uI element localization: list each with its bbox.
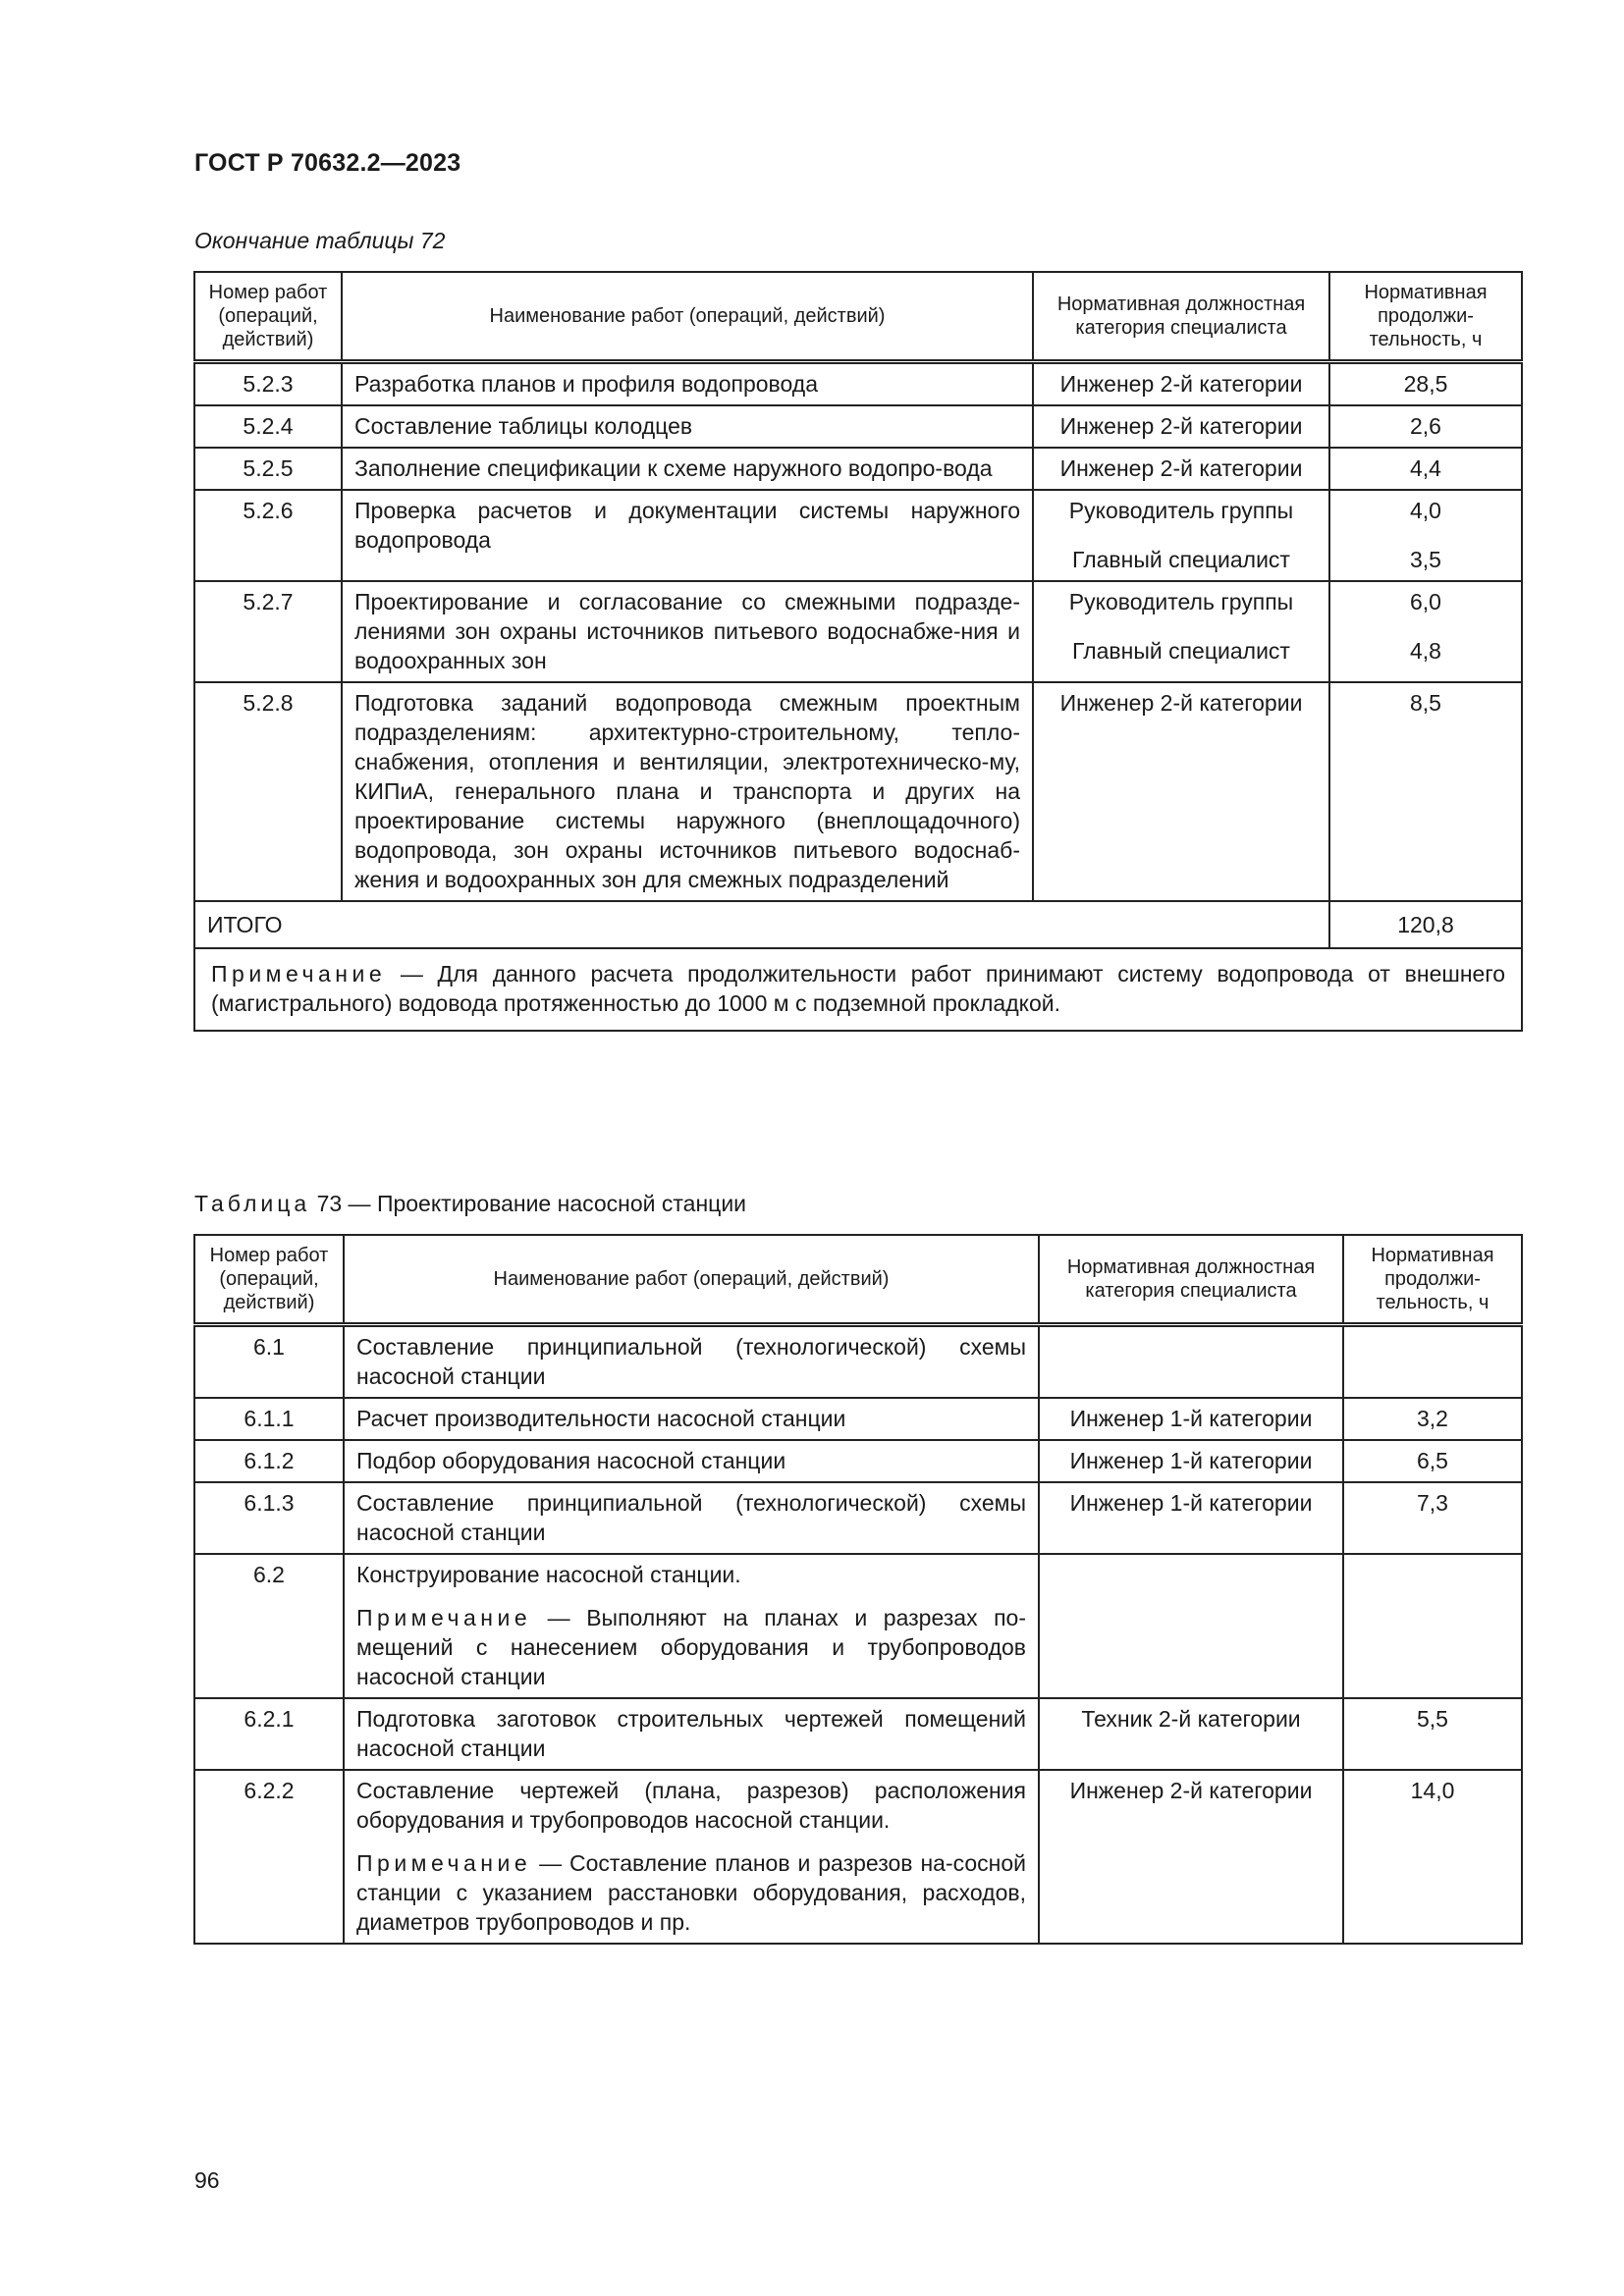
page-number: 96: [194, 2167, 220, 2193]
row-name: Составление принципиальной (технологической) схемы насосной станции: [344, 1482, 1039, 1554]
row-duration-primary: 4,0: [1410, 498, 1441, 523]
table-72: [193, 271, 1523, 1032]
row-number: 6.2.2: [194, 1770, 344, 1944]
row-number: 6.2: [194, 1554, 344, 1698]
row-number: 6.2.1: [194, 1698, 344, 1770]
row-duration-secondary: 4,8: [1410, 638, 1441, 664]
column-header-name: Наименование работ (операций, действий): [342, 272, 1033, 362]
note-label: Примечание: [211, 961, 387, 987]
row-category: [1039, 1325, 1343, 1399]
table-row: [194, 1554, 1522, 1698]
row-name: Подбор оборудования насосной станции: [344, 1440, 1039, 1482]
row-name: Составление таблицы колодцев: [342, 405, 1033, 448]
row-category: [1033, 581, 1329, 682]
row-category: Инженер 2-й категории: [1033, 682, 1329, 901]
table-row: [194, 362, 1522, 406]
total-row: [194, 901, 1522, 948]
row-category: Инженер 2-й категории: [1033, 362, 1329, 406]
row-name: Проверка расчетов и документации системы наружного водопровода: [342, 490, 1033, 581]
column-header-number: Номер работ (операций, действий): [194, 272, 342, 362]
table-73-caption-title: 73 — Проектирование насосной станции: [310, 1191, 747, 1216]
note-text: — Выполняют на планах и разрезах по-мещений с нанесением оборудования и трубопроводов насосной станции: [356, 1605, 1026, 1689]
row-category-primary: Руководитель группы: [1068, 589, 1294, 614]
row-category: Техник 2-й категории: [1039, 1698, 1343, 1770]
table-header-row: [194, 1235, 1522, 1325]
row-category: Инженер 1-й категории: [1039, 1440, 1343, 1482]
row-category: [1033, 490, 1329, 581]
row-number: 5.2.4: [194, 405, 342, 448]
table-row: [194, 1398, 1522, 1440]
table-row: [194, 682, 1522, 901]
row-name: Составление принципиальной (технологической) схемы насосной станции: [344, 1325, 1039, 1399]
row-category: Инженер 2-й категории: [1033, 405, 1329, 448]
total-value: 120,8: [1329, 901, 1522, 948]
column-header-duration: Нормативная продолжи-тельность, ч: [1329, 272, 1522, 362]
row-number: 5.2.7: [194, 581, 342, 682]
table-73-caption-word: Таблица: [194, 1191, 311, 1216]
table-header-row: [194, 272, 1522, 362]
table-73-caption: [194, 1191, 746, 1217]
row-category-secondary: Главный специалист: [1072, 547, 1290, 572]
note-label: Примечание: [356, 1605, 532, 1630]
table-row: [194, 405, 1522, 448]
row-duration: [1329, 581, 1522, 682]
row-duration: 4,4: [1329, 448, 1522, 490]
note-text: — Составление планов и разрезов на-сосной станции с указанием расстановки оборудования, расходов, диаметров трубопроводов и пр.: [356, 1850, 1026, 1935]
note-row: [194, 948, 1522, 1031]
row-number: 6.1.2: [194, 1440, 344, 1482]
row-name: [344, 1770, 1039, 1944]
column-header-name: Наименование работ (операций, действий): [344, 1235, 1039, 1325]
row-duration: 28,5: [1329, 362, 1522, 406]
row-category: Инженер 2-й категории: [1039, 1770, 1343, 1944]
total-label: ИТОГО: [194, 901, 1329, 948]
column-header-category: Нормативная должностная категория специалиста: [1039, 1235, 1343, 1325]
row-category: Инженер 2-й категории: [1033, 448, 1329, 490]
document-code: ГОСТ Р 70632.2—2023: [194, 149, 461, 177]
row-duration: [1329, 490, 1522, 581]
row-category-primary: Руководитель группы: [1068, 498, 1294, 523]
row-number: 6.1: [194, 1325, 344, 1399]
table-row: [194, 1770, 1522, 1944]
row-number: 5.2.8: [194, 682, 342, 901]
row-duration-primary: 6,0: [1410, 589, 1441, 614]
row-duration: [1343, 1554, 1522, 1698]
row-name: Подготовка заготовок строительных чертежей помещений насосной станции: [344, 1698, 1039, 1770]
row-number: 5.2.3: [194, 362, 342, 406]
row-name-text: Составление чертежей (плана, разрезов) расположения оборудования и трубопроводов насосной станции.: [356, 1778, 1026, 1833]
row-duration: 7,3: [1343, 1482, 1522, 1554]
row-name: Заполнение спецификации к схеме наружного водопро-вода: [342, 448, 1033, 490]
row-note: [356, 1603, 1026, 1691]
row-name: Проектирование и согласование со смежными подразде-лениями зон охраны источников питьевого водоснабже-ния и водоохранных зон: [342, 581, 1033, 682]
table-row: [194, 581, 1522, 682]
row-duration: 3,2: [1343, 1398, 1522, 1440]
row-category: [1039, 1554, 1343, 1698]
table-row: [194, 1325, 1522, 1399]
table-row: [194, 1482, 1522, 1554]
row-name: Расчет производительности насосной станции: [344, 1398, 1039, 1440]
row-duration: 14,0: [1343, 1770, 1522, 1944]
row-category-secondary: Главный специалист: [1072, 638, 1290, 664]
table-row: [194, 490, 1522, 581]
table-note: [194, 948, 1522, 1031]
row-duration: 5,5: [1343, 1698, 1522, 1770]
note-text: — Для данного расчета продолжительности работ принимают систему водопровода от внешнего (магистрального) водовода протяженностью до 1000 м с подземной прокладкой.: [211, 961, 1505, 1016]
table-73: [193, 1234, 1523, 1945]
column-header-category: Нормативная должностная категория специалиста: [1033, 272, 1329, 362]
note-label: Примечание: [356, 1850, 532, 1876]
row-duration-secondary: 3,5: [1410, 547, 1441, 572]
row-category: Инженер 1-й категории: [1039, 1482, 1343, 1554]
row-number: 6.1.1: [194, 1398, 344, 1440]
row-number: 5.2.5: [194, 448, 342, 490]
row-duration: 2,6: [1329, 405, 1522, 448]
row-name: Подготовка заданий водопровода смежным проектным подразделениям: архитектурно-строительному, тепло-снабжения, отопления и вентиляции, электротехническо-му, КИПиА, генерального плана и транспорта и других на проектирование системы наружного (внеплощадочного) водопровода, зон охраны источников питьевого водоснаб-жения и водоохранных зон для смежных подразделений: [342, 682, 1033, 901]
row-note: [356, 1848, 1026, 1937]
column-header-number: Номер работ (операций, действий): [194, 1235, 344, 1325]
table-row: [194, 1698, 1522, 1770]
row-duration: 8,5: [1329, 682, 1522, 901]
column-header-duration: Нормативная продолжи-тельность, ч: [1343, 1235, 1522, 1325]
row-name: Разработка планов и профиля водопровода: [342, 362, 1033, 406]
row-category: Инженер 1-й категории: [1039, 1398, 1343, 1440]
row-duration: [1343, 1325, 1522, 1399]
table-72-continuation-caption: Окончание таблицы 72: [194, 228, 446, 253]
row-number: 5.2.6: [194, 490, 342, 581]
row-name: [344, 1554, 1039, 1698]
row-duration: 6,5: [1343, 1440, 1522, 1482]
row-name-text: Конструирование насосной станции.: [356, 1562, 741, 1587]
row-number: 6.1.3: [194, 1482, 344, 1554]
table-row: [194, 1440, 1522, 1482]
table-row: [194, 448, 1522, 490]
